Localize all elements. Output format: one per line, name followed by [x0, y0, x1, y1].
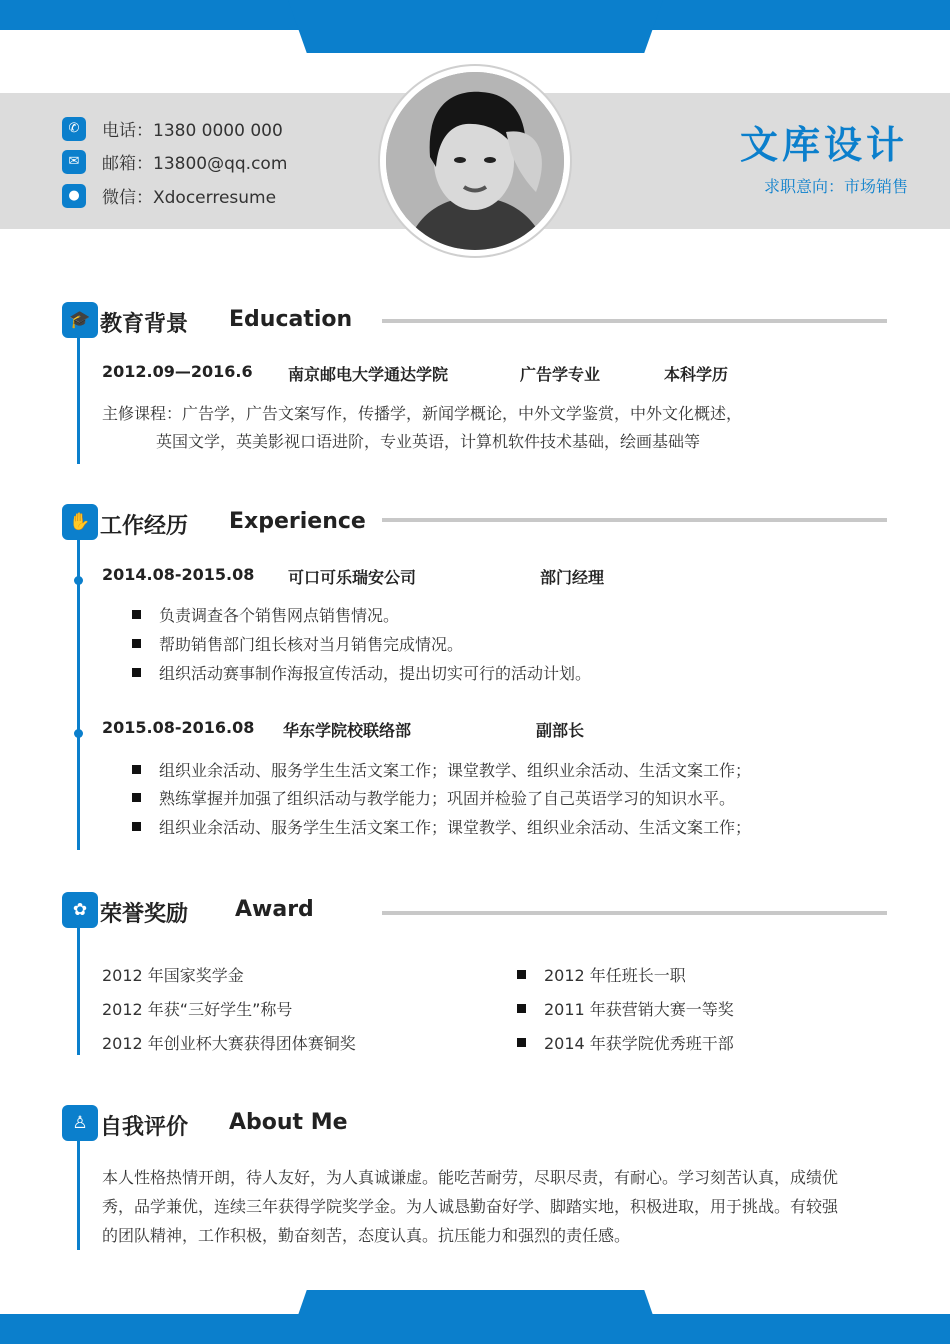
top-accent-tab [288, 0, 663, 53]
bullet-square-icon [132, 668, 141, 677]
timeline-dot [74, 576, 83, 585]
experience-title: 工作经历 [100, 514, 189, 539]
award-divider [382, 911, 887, 915]
job-duty-text: 组织活动赛事制作海报宣传活动，提出切实可行的活动计划。 [159, 664, 592, 683]
experience-divider [382, 518, 887, 522]
briefcase-icon: ✋ [62, 504, 98, 540]
about-title-en: About Me [229, 1110, 348, 1135]
phone-icon: ✆ [62, 117, 86, 141]
candidate-name: 文库设计 [739, 123, 908, 167]
about-text-line: 秀，品学兼优，连续三年获得学院奖学金。为人诚恳勤奋好学、脚踏实地，积极进取，用于挑战。有较强 [102, 1197, 839, 1216]
job-duty [132, 632, 463, 655]
award-title: 荣誉奖励 [100, 902, 189, 927]
about-title: 自我评价 [100, 1115, 189, 1140]
bottom-accent-bar [0, 1314, 950, 1344]
education-major: 广告学专业 [520, 365, 601, 384]
contact-phone-text: 电话：1380 0000 000 [102, 121, 283, 141]
about-text-line: 本人性格热情开朗，待人友好，为人真诚谦虚。能吃苦耐劳，尽职尽责，有耐心。学习刻苦认真，成绩优 [102, 1168, 839, 1187]
job-duty-text: 负责调查各个销售网点销售情况。 [159, 606, 400, 625]
contact-phone [62, 116, 283, 141]
contact-wechat [62, 183, 276, 208]
education-title-en: Education [229, 307, 353, 332]
award-item: 2012 年创业杯大赛获得团体赛铜奖 [102, 1034, 356, 1053]
leaf-icon: ✿ [62, 892, 98, 928]
bullet-square-icon [132, 793, 141, 802]
award-timeline [77, 910, 80, 1055]
bullet-square-icon [517, 970, 526, 979]
contact-wechat-text: 微信：Xdocerresume [102, 188, 277, 208]
job-period: 2014.08-2015.08 [102, 565, 255, 584]
award-item-text: 2011 年获营销大赛一等奖 [544, 1000, 734, 1019]
timeline-dot [74, 729, 83, 738]
bullet-square-icon [132, 639, 141, 648]
job-duty-text: 组织业余活动、服务学生生活文案工作；课堂教学、组织业余活动、生活文案工作； [159, 818, 752, 837]
education-timeline [77, 320, 80, 464]
wechat-icon: ● [62, 184, 86, 208]
contact-email [62, 149, 287, 174]
job-role: 部门经理 [540, 568, 605, 587]
award-title-en: Award [235, 897, 314, 922]
award-item [517, 963, 686, 986]
job-duty-text: 熟练掌握并加强了组织活动与教学能力；巩固并检验了自己英语学习的知识水平。 [159, 789, 736, 808]
job-duty [132, 786, 735, 809]
job-duty [132, 603, 399, 626]
job-period: 2015.08-2016.08 [102, 718, 255, 737]
job-company: 可口可乐瑞安公司 [288, 568, 417, 587]
education-school: 南京邮电大学通达学院 [288, 365, 449, 384]
about-text-line: 的团队精神，工作积极，勤奋刻苦，态度认真。抗压能力和强烈的责任感。 [102, 1226, 631, 1245]
education-divider [382, 319, 887, 323]
education-courses-line1: 主修课程：广告学，广告文案写作，传播学，新闻学概论，中外文学鉴赏，中外文化概述， [102, 404, 743, 423]
experience-title-en: Experience [229, 509, 366, 534]
graduation-cap-icon: 🎓 [62, 302, 98, 338]
job-duty [132, 661, 591, 684]
education-courses-line2: 英国文学，英美影视口语进阶，专业英语，计算机软件技术基础，绘画基础等 [156, 432, 701, 451]
education-title: 教育背景 [100, 312, 189, 337]
about-timeline [77, 1124, 80, 1250]
bullet-square-icon [132, 765, 141, 774]
job-duty-text: 组织业余活动、服务学生生活文案工作；课堂教学、组织业余活动、生活文案工作； [159, 761, 752, 780]
award-item: 2012 年国家奖学金 [102, 966, 244, 985]
bullet-square-icon [132, 610, 141, 619]
job-company: 华东学院校联络部 [283, 721, 412, 740]
education-degree: 本科学历 [664, 365, 729, 384]
job-intent: 求职意向：市场销售 [763, 177, 908, 196]
award-item [517, 1031, 734, 1054]
award-item [517, 997, 734, 1020]
mail-icon: ✉ [62, 150, 86, 174]
experience-timeline [77, 522, 80, 850]
avatar [386, 72, 564, 250]
job-duty [132, 815, 751, 838]
award-item-text: 2012 年任班长一职 [544, 966, 686, 985]
job-duty [132, 758, 751, 781]
award-item: 2012 年获“三好学生”称号 [102, 1000, 293, 1019]
award-item-text: 2014 年获学院优秀班干部 [544, 1034, 734, 1053]
education-period: 2012.09—2016.6 [102, 362, 253, 381]
bullet-square-icon [517, 1038, 526, 1047]
bullet-square-icon [517, 1004, 526, 1013]
job-duty-text: 帮助销售部门组长核对当月销售完成情况。 [159, 635, 464, 654]
bullet-square-icon [132, 822, 141, 831]
job-role: 副部长 [536, 721, 585, 740]
person-icon: ♙ [62, 1105, 98, 1141]
contact-email-text: 邮箱：13800@qq.com [102, 154, 288, 174]
